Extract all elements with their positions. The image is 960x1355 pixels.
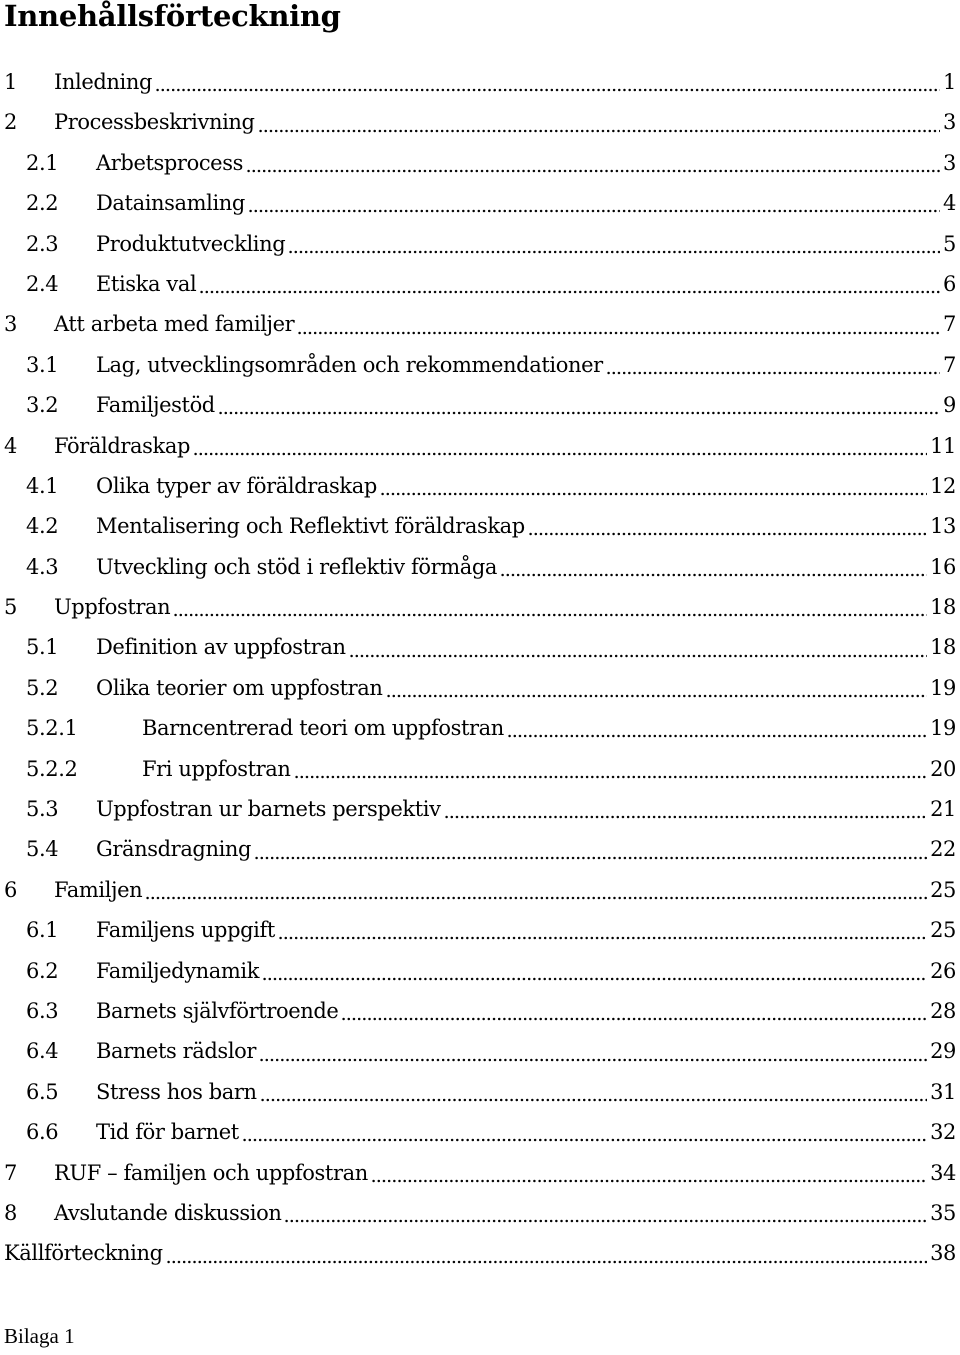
toc-entry[interactable] [0, 1112, 960, 1152]
toc-entry[interactable] [0, 910, 960, 950]
dot-leader [349, 653, 928, 659]
toc-entry-title: Lag, utvecklingsområden och rekommendationer [96, 352, 603, 377]
toc-entry[interactable] [0, 426, 960, 466]
toc-entry-page-number: 29 [930, 1039, 956, 1064]
toc-entry-number: 5.2.1 [26, 716, 78, 741]
toc-entry-page-number: 20 [930, 756, 956, 781]
toc-entry-title: Familjedynamik [96, 958, 260, 983]
toc-entry-page-number: 18 [930, 595, 956, 620]
toc-entry-page-number: 11 [930, 433, 956, 458]
toc-entry[interactable] [0, 102, 960, 142]
dot-leader [288, 249, 940, 255]
toc-entry[interactable] [0, 789, 960, 829]
dot-leader [258, 128, 940, 134]
toc-entry-page-number: 26 [930, 958, 956, 983]
toc-entry-number: 6.3 [26, 998, 59, 1023]
dot-leader [199, 289, 940, 295]
dot-leader [507, 733, 927, 739]
dot-leader [254, 855, 927, 861]
toc-entry-page-number: 38 [930, 1241, 956, 1266]
toc-entry[interactable] [0, 466, 960, 506]
toc-entry[interactable] [0, 1193, 960, 1233]
dot-leader [155, 87, 940, 93]
toc-entry-title: Gränsdragning [96, 837, 252, 862]
toc-entry-title: Föräldraskap [54, 433, 191, 458]
toc-entry-title: Stress hos barn [96, 1079, 257, 1104]
toc-entry[interactable] [0, 1031, 960, 1071]
toc-entry[interactable] [0, 224, 960, 264]
dot-leader [259, 1057, 927, 1063]
toc-entry[interactable] [0, 1072, 960, 1112]
dot-leader [371, 1178, 927, 1184]
toc-entry-page-number: 7 [943, 312, 956, 337]
toc-entry-page-number: 19 [930, 716, 956, 741]
toc-entry-title: Fri uppfostran [142, 756, 291, 781]
toc-entry-number: 3.1 [26, 352, 59, 377]
toc-entry-title: Olika typer av föräldraskap [96, 473, 377, 498]
dot-leader [284, 1218, 927, 1224]
toc-entry-title: Inledning [54, 70, 153, 94]
toc-entry-number: 8 [4, 1200, 17, 1225]
toc-entry[interactable] [0, 1153, 960, 1193]
toc-entry-page-number: 28 [930, 998, 956, 1023]
toc-entry-number: 4 [4, 433, 17, 458]
toc-entry-page-number: 3 [943, 150, 956, 175]
toc-entry-page-number: 4 [943, 191, 956, 216]
toc-entry-title: Familjens uppgift [96, 918, 275, 943]
dot-leader [193, 451, 927, 457]
toc-entry-page-number: 16 [930, 554, 956, 579]
toc-entry-title: Familjen [54, 877, 143, 902]
toc-entry-page-number: 34 [930, 1160, 956, 1185]
toc-entry-number: 2.1 [26, 150, 59, 175]
toc-entry-page-number: 18 [930, 635, 956, 660]
toc-entry-title: Produktutveckling [96, 231, 286, 256]
toc-entry-page-number: 21 [930, 797, 956, 822]
toc-entry-page-number: 9 [943, 393, 956, 418]
toc-entry-number: 6.1 [26, 918, 59, 943]
toc-entry-title: Barncentrerad teori om uppfostran [142, 716, 504, 741]
toc-entry-number: 4.2 [26, 514, 59, 539]
dot-leader [242, 1137, 927, 1143]
dot-leader [248, 208, 940, 214]
toc-entry-number: 2.4 [26, 271, 59, 296]
toc-entry-number: 3.2 [26, 393, 59, 418]
toc-entry-title: Processbeskrivning [54, 110, 255, 135]
appendix-label: Bilaga 1 [4, 1324, 75, 1348]
toc-entry-page-number: 25 [930, 918, 956, 943]
toc-entry-title: Datainsamling [96, 191, 245, 216]
toc-entry[interactable] [0, 143, 960, 183]
dot-leader [500, 572, 927, 578]
toc-entry[interactable] [0, 506, 960, 546]
toc-entry-page-number: 35 [930, 1200, 956, 1225]
toc-entry-number: 6 [4, 877, 17, 902]
toc-entry-title: Uppfostran ur barnets perspektiv [96, 797, 441, 822]
toc-title: Innehållsförteckning [4, 0, 341, 33]
toc-entry-page-number: 5 [943, 231, 956, 256]
toc-entry-number: 4.1 [26, 473, 59, 498]
toc-entry-number: 3 [4, 312, 17, 337]
toc-entry-page-number: 22 [930, 837, 956, 862]
dot-leader [380, 491, 927, 497]
toc-entry[interactable] [0, 668, 960, 708]
toc-entry-number: 5.2.2 [26, 756, 78, 781]
dot-leader [260, 1097, 927, 1103]
toc-entry[interactable] [0, 870, 960, 910]
toc-entry[interactable] [0, 345, 960, 385]
toc-entry-page-number: 6 [943, 271, 956, 296]
toc-entry-page-number: 1 [943, 70, 956, 94]
toc-entry-title: Definition av uppfostran [96, 635, 346, 660]
toc-entry-number: 6.2 [26, 958, 59, 983]
toc-entry-number: 5.2 [26, 675, 59, 700]
toc-entry[interactable] [0, 627, 960, 667]
dot-leader [606, 370, 940, 376]
dot-leader [294, 774, 928, 780]
toc-entry-page-number: 12 [930, 473, 956, 498]
toc-entry-page-number: 32 [930, 1120, 956, 1145]
toc-entry-title: Utveckling och stöd i reflektiv förmåga [96, 554, 498, 579]
dot-leader [297, 330, 940, 336]
toc-entry[interactable] [0, 829, 960, 869]
toc-entry-page-number: 13 [930, 514, 956, 539]
toc-entry-page-number: 19 [930, 675, 956, 700]
toc-entry[interactable] [0, 1233, 960, 1273]
toc-list [0, 62, 960, 1274]
dot-leader [386, 693, 928, 699]
toc-entry-title: Olika teorier om uppfostran [96, 675, 383, 700]
dot-leader [444, 814, 928, 820]
toc-entry-title: Barnets självförtroende [96, 998, 339, 1023]
toc-entry-title: Avslutande diskussion [54, 1200, 282, 1225]
toc-entry-title: Familjestöd [96, 393, 215, 418]
toc-entry-title: Arbetsprocess [96, 150, 243, 175]
toc-entry-title: Etiska val [96, 271, 197, 296]
dot-leader [218, 410, 940, 416]
toc-entry[interactable] [0, 183, 960, 223]
toc-entry-title: Barnets rädslor [96, 1039, 257, 1064]
toc-entry-number: 6.4 [26, 1039, 59, 1064]
toc-entry-number: 2.2 [26, 191, 59, 216]
dot-leader [246, 168, 940, 174]
toc-entry-number: 5.1 [26, 635, 59, 660]
toc-entry[interactable] [0, 749, 960, 789]
toc-entry-number: 5 [4, 595, 17, 620]
toc-entry-page-number: 25 [930, 877, 956, 902]
toc-entry-number: 6.6 [26, 1120, 59, 1145]
toc-entry-number: 1 [4, 70, 17, 94]
toc-entry-number: 5.4 [26, 837, 59, 862]
toc-entry-title: Tid för barnet [96, 1120, 239, 1145]
toc-entry[interactable] [0, 991, 960, 1031]
toc-entry-number: 6.5 [26, 1079, 59, 1104]
dot-leader [341, 1016, 927, 1022]
toc-entry[interactable] [0, 62, 960, 102]
toc-entry-number: 7 [4, 1160, 17, 1185]
dot-leader [278, 935, 927, 941]
toc-entry-number: 5.3 [26, 797, 59, 822]
dot-leader [173, 612, 927, 618]
toc-entry[interactable] [0, 264, 960, 304]
toc-entry-page-number: 3 [943, 110, 956, 135]
toc-entry-number: 2.3 [26, 231, 59, 256]
toc-entry-page-number: 31 [930, 1079, 956, 1104]
toc-entry[interactable] [0, 708, 960, 748]
toc-entry[interactable] [0, 385, 960, 425]
dot-leader [145, 895, 927, 901]
toc-entry-title: Att arbeta med familjer [54, 312, 295, 337]
toc-entry-page-number: 7 [943, 352, 956, 377]
dot-leader [262, 976, 927, 982]
dot-leader [166, 1259, 927, 1265]
toc-entry-title: Källförteckning [4, 1241, 163, 1266]
toc-entry-title: RUF – familjen och uppfostran [54, 1160, 368, 1185]
toc-entry-title: Mentalisering och Reflektivt föräldraskap [96, 514, 525, 539]
toc-entry-title: Uppfostran [54, 595, 171, 620]
toc-entry[interactable] [0, 587, 960, 627]
toc-entry[interactable] [0, 304, 960, 344]
dot-leader [528, 531, 927, 537]
toc-entry[interactable] [0, 951, 960, 991]
toc-entry-number: 4.3 [26, 554, 59, 579]
toc-entry-number: 2 [4, 110, 17, 135]
toc-entry[interactable] [0, 547, 960, 587]
